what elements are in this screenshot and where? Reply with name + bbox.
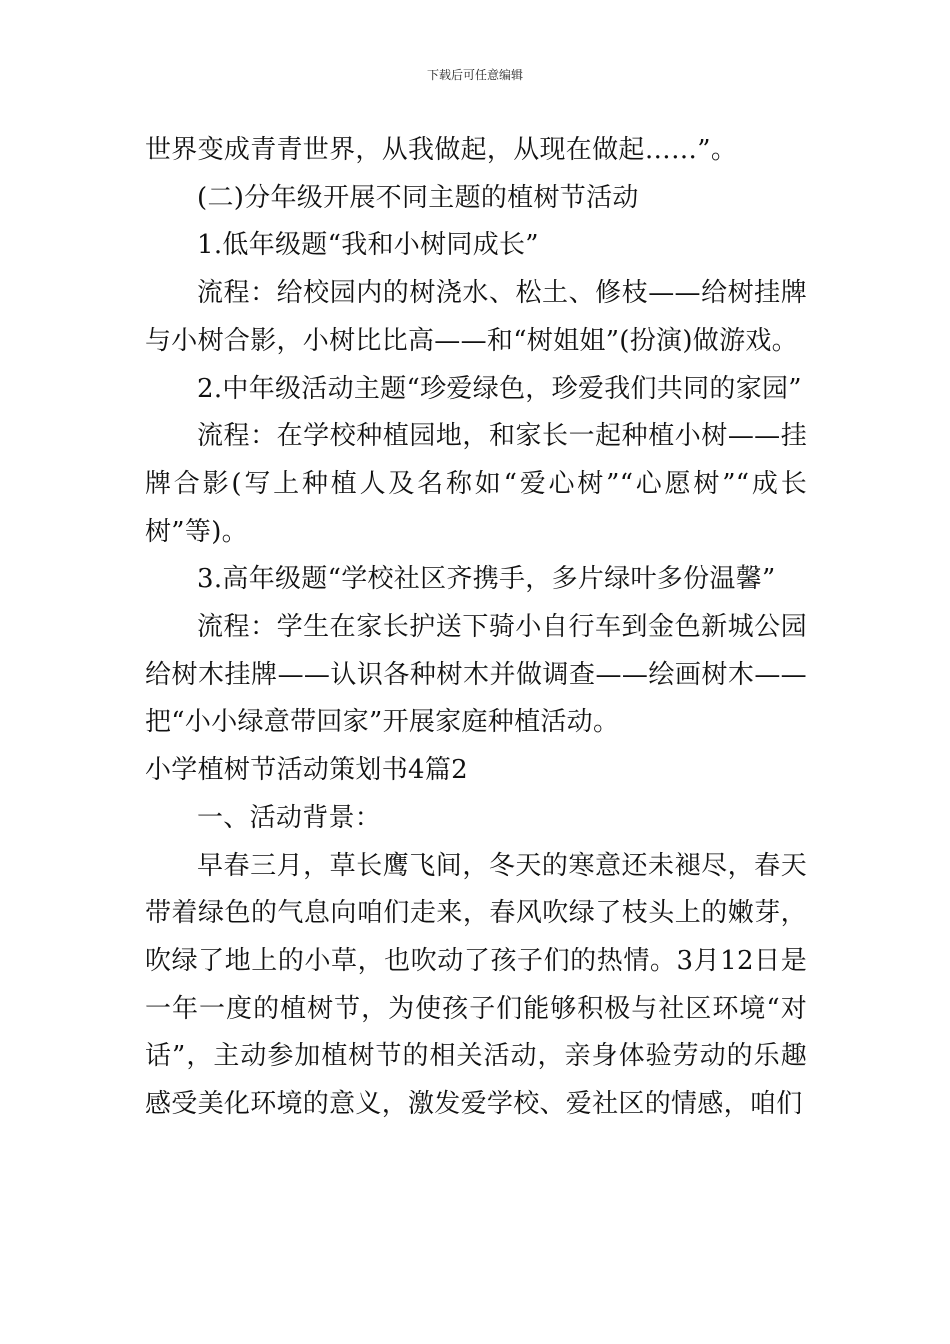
section-heading-background: 一、活动背景： [197,802,382,833]
section-heading-grades: (二)分年级开展不同主题的植树节活动 [197,182,639,213]
header-note: 下载后可任意编辑 [426,68,523,82]
document-body [145,127,807,1129]
process-middle-grade: 流程：在学校种植园地，和家长一起种植小树——挂牌合影(写上种植人及名称如“爱心树”“心愿树”“成长树”等)。 [145,421,807,547]
process-low-grade: 流程：给校园内的树浇水、松土、修枝——给树挂牌与小树合影，小树比比高——和“树姐姐”(扮演)做游戏。 [145,278,807,356]
item-middle-grade: 2.中年级活动主题“珍爱绿色，珍爱我们共同的家园” [197,373,802,404]
article-title: 小学植树节活动策划书4篇2 [145,755,468,786]
background-paragraph: 早春三月，草长鹰飞间，冬天的寒意还未褪尽，春天带着绿色的气息向咱们走来，春风吹绿了枝头上的嫩芽，吹绿了地上的小草，也吹动了孩子们的热情。3月12日是一年一度的植树节，为使孩子们能够积极与社区环境“对话”，主动参加植树节的相关活动，亲身体验劳动的乐趣感受美化环境的意义，激发爱学校、爱社区的情感，咱们 [145,850,807,1120]
paragraph-continuation: 世界变成青青世界，从我做起，从现在做起……”。 [145,135,738,165]
item-low-grade: 1.低年级题“我和小树同成长” [197,230,539,261]
process-high-grade: 流程：学生在家长护送下骑小自行车到金色新城公园给树木挂牌——认识各种树木并做调查——绘画树木——把“小小绿意带回家”开展家庭种植活动。 [145,612,807,738]
item-high-grade: 3.高年级题“学校社区齐携手，多片绿叶多份温馨” [197,564,776,595]
